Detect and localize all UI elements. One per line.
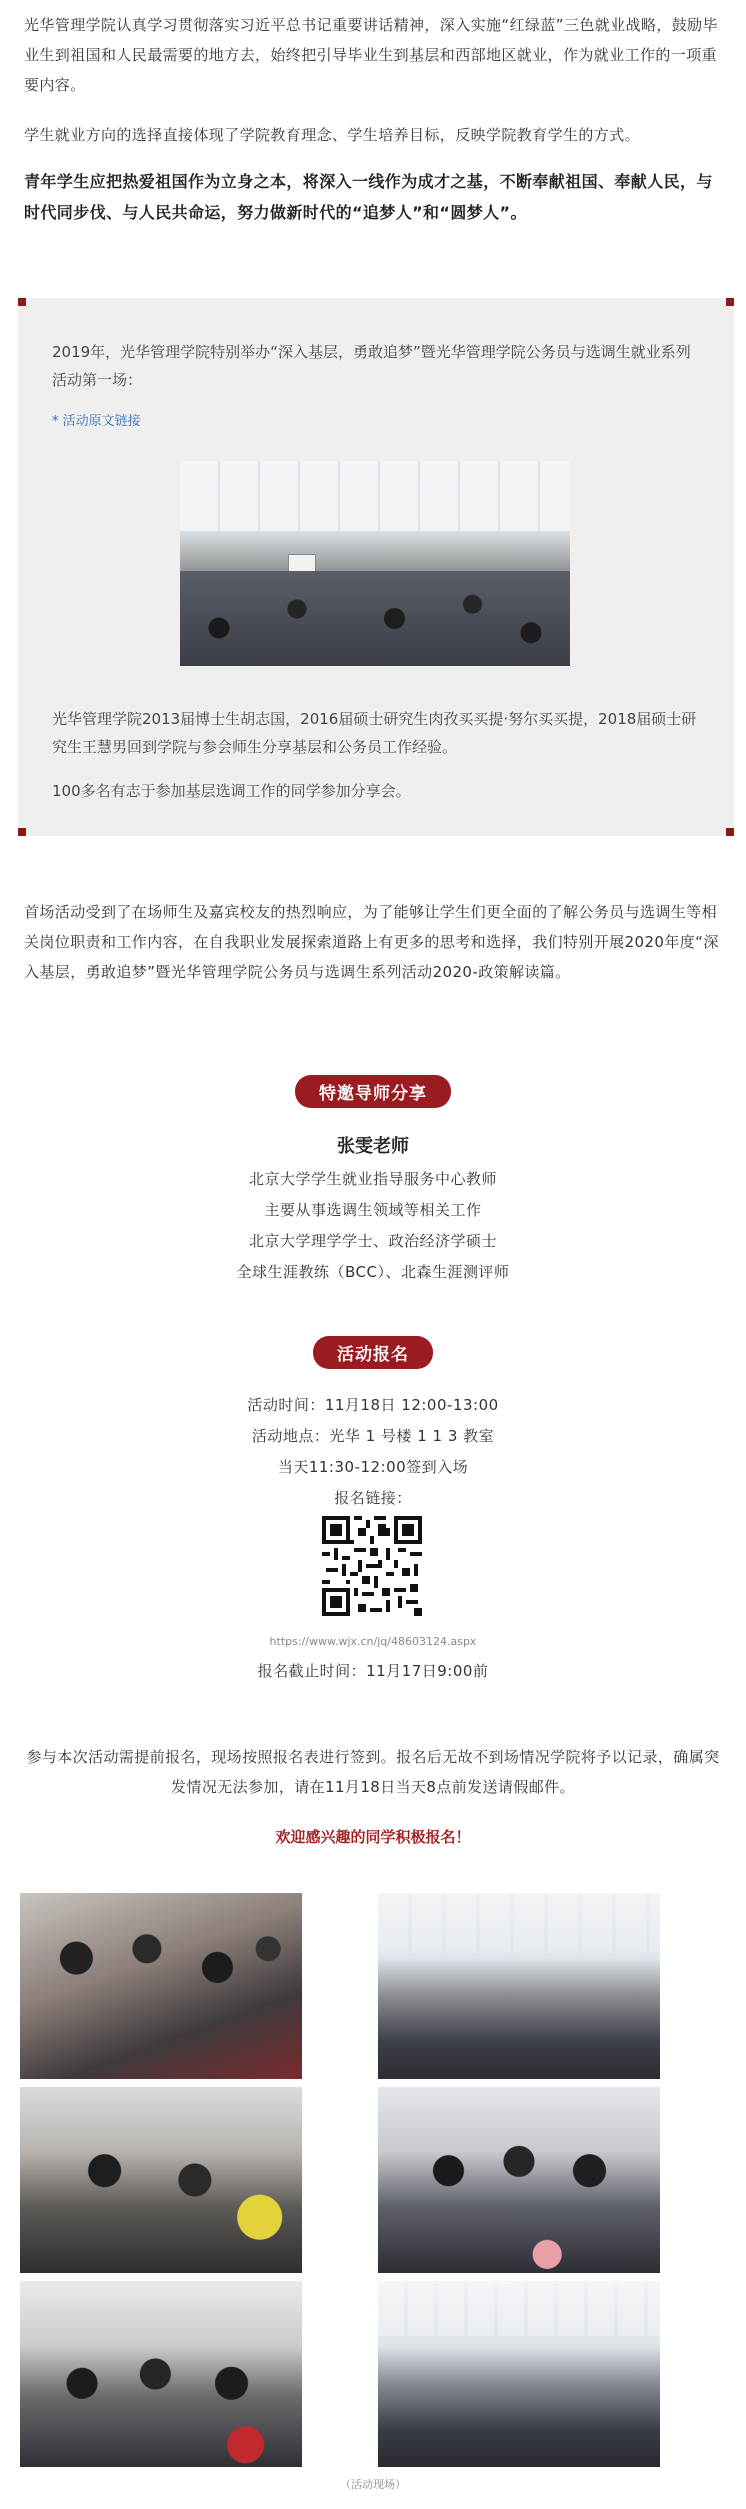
quote-text-2: 光华管理学院2013届博士生胡志国，2016届硕士研究生肉孜买买提·努尔买买提，2018届硕士研究生王慧男回到学院与参会师生分享基层和公务员工作经验。 [52, 710, 697, 756]
event-photo [20, 2087, 302, 2273]
history-quote-box [18, 298, 734, 836]
signup-link-label: 报名链接： [334, 1489, 412, 1507]
notice-text: 参与本次活动需提前报名，现场按照报名表进行签到。报名后无故不到场情况学院将予以记录，确属突发情况无法参加，请在11月18日当天8点前发送请假邮件。 [26, 1748, 720, 1796]
welcome-line [0, 1826, 746, 1847]
event-photo [378, 2281, 660, 2467]
signup-deadline: 报名截止时间：11月17日9:00前 [257, 1662, 489, 1680]
speaker-line: 北京大学理学学士、政治经济学硕士 [248, 1232, 497, 1250]
intro-paragraph-3: 青年学生应把热爱祖国作为立身之本，将深入一线作为成才之基，不断奉献祖国、奉献人民，与时代同步伐、与人民共命运，努力做新时代的“追梦人”和“圆梦人”。 [24, 172, 713, 222]
signup-info [0, 1390, 746, 1514]
corner-mark [18, 298, 26, 306]
event-location: 活动地点：光华 1 号楼 1 1 3 教室 [251, 1427, 495, 1445]
signup-url[interactable]: https://www.wjx.cn/jq/48603124.aspx [269, 1635, 477, 1648]
event-photo [378, 1893, 660, 2079]
speaker-line: 北京大学学生就业指导服务中心教师 [248, 1170, 497, 1188]
event-time: 活动时间：11月18日 12:00-13:00 [247, 1396, 499, 1414]
signup-section-title: 活动报名 [313, 1336, 433, 1369]
quote-content-lower [52, 705, 702, 805]
corner-mark [18, 828, 26, 836]
body-paragraph: 首场活动受到了在场师生及嘉宾校友的热烈响应，为了能够让学生们更全面的了解公务员与选调生等相关岗位职责和工作内容，在自我职业发展探索道路上有更多的思考和选择，我们特别开展2020年度“深入基层，勇敢追梦”暨光华管理学院公务员与选调生系列活动2020-政策解读篇。 [24, 903, 719, 981]
gallery-caption: （活动现场） [340, 2478, 406, 2491]
welcome-text: 欢迎感兴趣的同学积极报名！ [275, 1828, 471, 1846]
quote-content [52, 338, 702, 429]
event-photo [20, 1893, 302, 2079]
speaker-section-title: 特邀导师分享 [295, 1075, 451, 1108]
intro-paragraph-2: 学生就业方向的选择直接体现了学院教育理念、学生培养目标，反映学院教育学生的方式。 [24, 126, 641, 144]
original-article-link[interactable]: * 活动原文链接 [52, 414, 141, 429]
corner-mark [726, 298, 734, 306]
checkin-time: 当天11:30-12:00签到入场 [277, 1458, 469, 1476]
quote-text-1: 2019年，光华管理学院特别举办“深入基层，勇敢追梦”暨光华管理学院公务员与选调生就业系列活动第一场： [52, 343, 691, 389]
lecture-hall-photo [180, 461, 570, 666]
intro-section [24, 10, 724, 228]
speaker-name: 张雯老师 [337, 1136, 409, 1157]
signup-qr-code[interactable] [322, 1516, 422, 1616]
quote-text-3: 100多名有志于参加基层选调工作的同学参加分享会。 [52, 782, 411, 800]
event-photo [378, 2087, 660, 2273]
notice-section [24, 1742, 722, 1802]
signup-section [0, 1336, 746, 1369]
event-photo [20, 2281, 302, 2467]
intro-paragraph-1: 光华管理学院认真学习贯彻落实习近平总书记重要讲话精神，深入实施“红绿蓝”三色就业战略，鼓励毕业生到祖国和人民最需要的地方去，始终把引导毕业生到基层和西部地区就业，作为就业工作的一项重要内容。 [24, 16, 718, 94]
signup-url-block [0, 1632, 746, 1687]
corner-mark [726, 828, 734, 836]
speaker-section [0, 1075, 746, 1108]
speaker-line: 主要从事选调生领域等相关工作 [264, 1201, 482, 1219]
speaker-line: 全球生涯教练（BCC）、北森生涯测评师 [236, 1263, 510, 1281]
body-section [24, 897, 724, 987]
speaker-info [0, 1130, 746, 1288]
